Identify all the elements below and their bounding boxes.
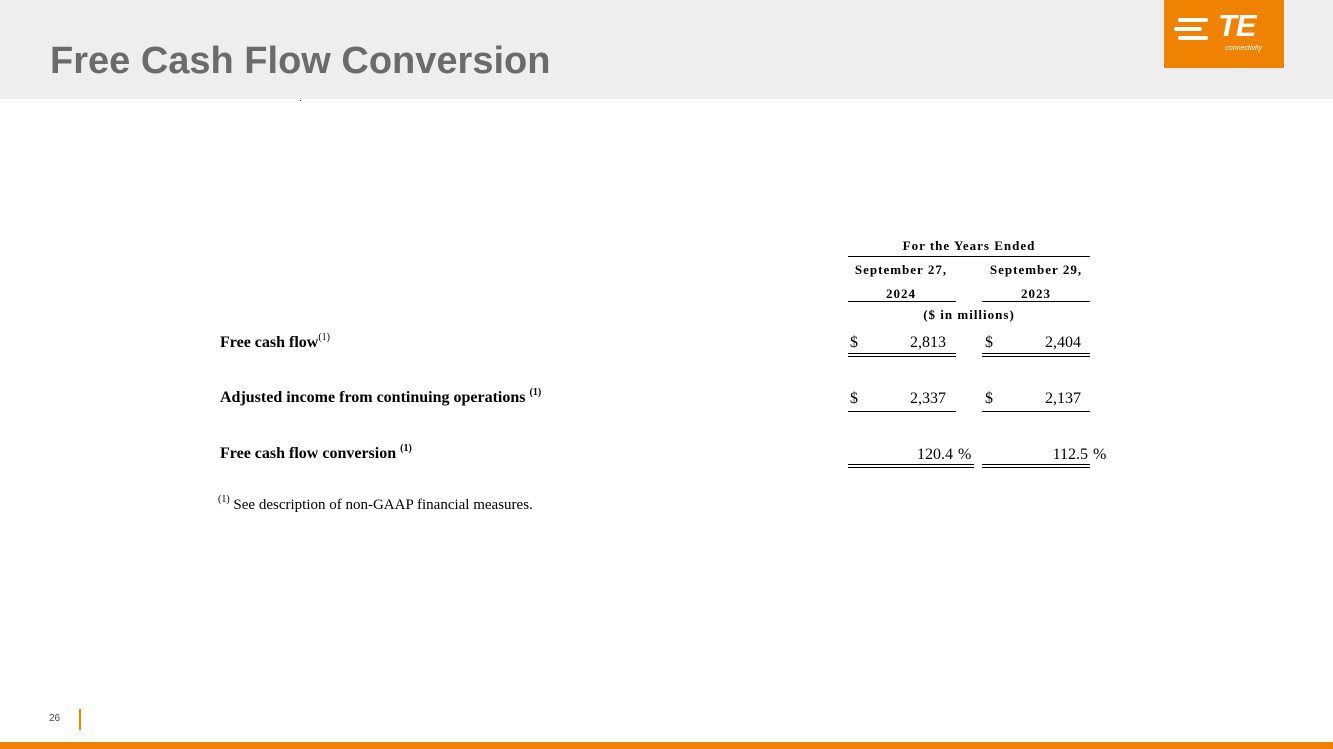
col2-header-line2: 2023 <box>1021 286 1051 301</box>
row1-col2-value: 2,404 <box>1045 334 1081 351</box>
page-number-divider <box>79 709 81 730</box>
row1-col1-rule <box>848 353 956 357</box>
slide-title: Free Cash Flow Conversion <box>50 40 551 82</box>
row3-col1-percent: % <box>958 446 972 463</box>
row1-col1-currency: $ <box>850 334 858 351</box>
te-connectivity-logo <box>1164 0 1284 68</box>
period-header: For the Years Ended <box>902 238 1036 253</box>
row2-col1-value: 2,337 <box>910 390 946 407</box>
row2-col2-rule <box>982 411 1090 412</box>
col2-header-rule <box>982 301 1090 302</box>
row-label-fcf-conversion: Free cash flow conversion $^{(1)}$ <box>220 442 412 462</box>
col1-header-line1: September 27, <box>854 262 948 277</box>
row1-col2-currency: $ <box>985 334 993 351</box>
stray-mark <box>300 100 301 101</box>
row1-col1-value: 2,813 <box>910 334 946 351</box>
period-header-rule <box>848 256 1090 257</box>
row2-col2-currency: $ <box>985 390 993 407</box>
footnote: $^{(1)}$ See description of non-GAAP financial measures. <box>218 494 533 513</box>
col1-header-rule <box>848 301 956 302</box>
row-label-adjusted-income: Adjusted income from continuing operations $^{(1)}$ <box>220 386 542 406</box>
row2-col1-currency: $ <box>850 390 858 407</box>
units-header: ($ in millions) <box>923 307 1015 322</box>
row1-col2-rule <box>982 353 1090 357</box>
logo-tagline: connectivity <box>1225 45 1262 52</box>
row2-col2-value: 2,137 <box>1045 390 1081 407</box>
row3-col2-percent: % <box>1093 446 1107 463</box>
row3-col2-rule <box>982 464 1090 468</box>
bottom-accent-bar <box>0 742 1333 749</box>
row-label-free-cash-flow: Free cash flow$^{(1)}$ <box>220 331 331 351</box>
logo-brand: TE <box>1218 8 1256 43</box>
row3-col1-rule <box>848 464 974 468</box>
row3-col2-value: 112.5 <box>1052 446 1088 463</box>
col1-header-line2: 2024 <box>886 286 916 301</box>
page-number: 26 <box>49 713 61 724</box>
col2-header-line1: September 29, <box>989 262 1083 277</box>
row3-col1-value: 120.4 <box>917 446 953 463</box>
row2-col1-rule <box>848 411 956 412</box>
